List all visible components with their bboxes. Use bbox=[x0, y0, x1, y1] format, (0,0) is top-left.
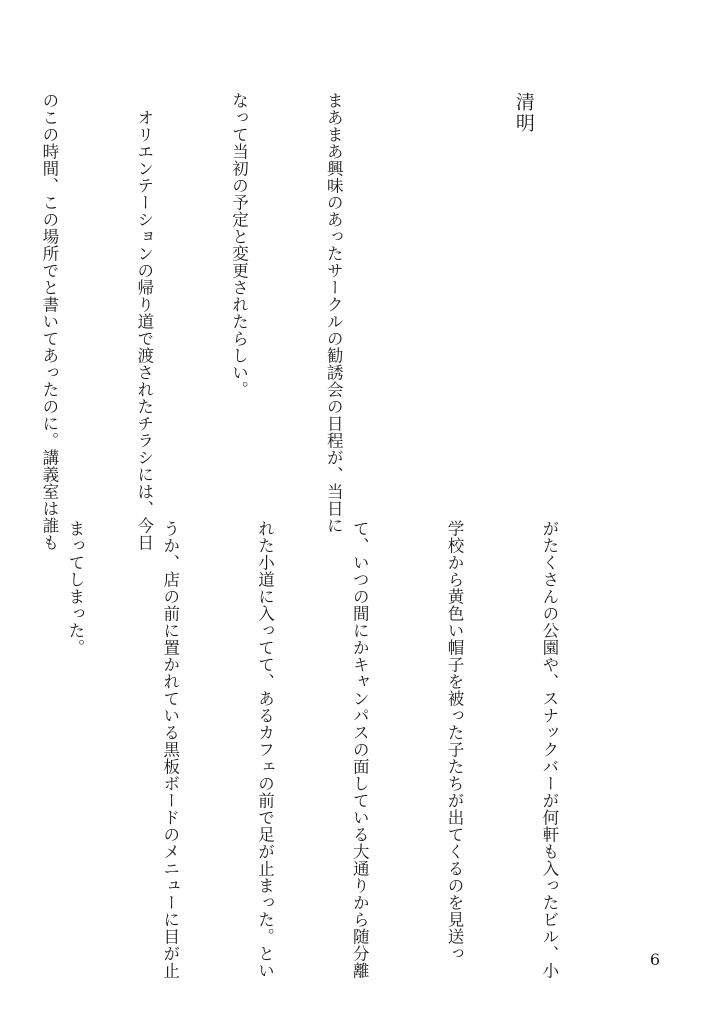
text-line: れた小道に入ってて、あるカフェの前で足が止まった。とい bbox=[255, 520, 275, 979]
text-line: て、いつの間にかキャンパスの面している大通りから随分離 bbox=[350, 520, 370, 979]
upper-text-block bbox=[0, 92, 602, 552]
page-number: 6 bbox=[649, 950, 660, 969]
blank-line bbox=[412, 92, 444, 552]
chapter-title: 清明 bbox=[512, 92, 535, 134]
text-line: まあまあ興味のあったサークルの勧誘会の日程が、当日に bbox=[324, 92, 344, 534]
text-line: 学校から黄色い帽子を被った子たちが出てくるのを見送っ bbox=[445, 520, 465, 962]
text-line: なって当初の予定と変更されたらしい。 bbox=[229, 92, 249, 398]
text-line: がたくさんの公園や、スナックバーが何軒も入ったビル、小 bbox=[539, 520, 559, 979]
lower-text-block bbox=[0, 520, 628, 979]
text-line: のこの時間、この場所でと書いてあったのに。講義室は誰も bbox=[39, 92, 59, 551]
text-line: うか、店の前に置かれている黒板ボードのメニューに目が止 bbox=[160, 520, 180, 979]
text-line: まってしまった。 bbox=[65, 520, 85, 656]
text-line: オリエンテーションの帰り道で渡されたチラシには、今日 bbox=[134, 92, 154, 551]
